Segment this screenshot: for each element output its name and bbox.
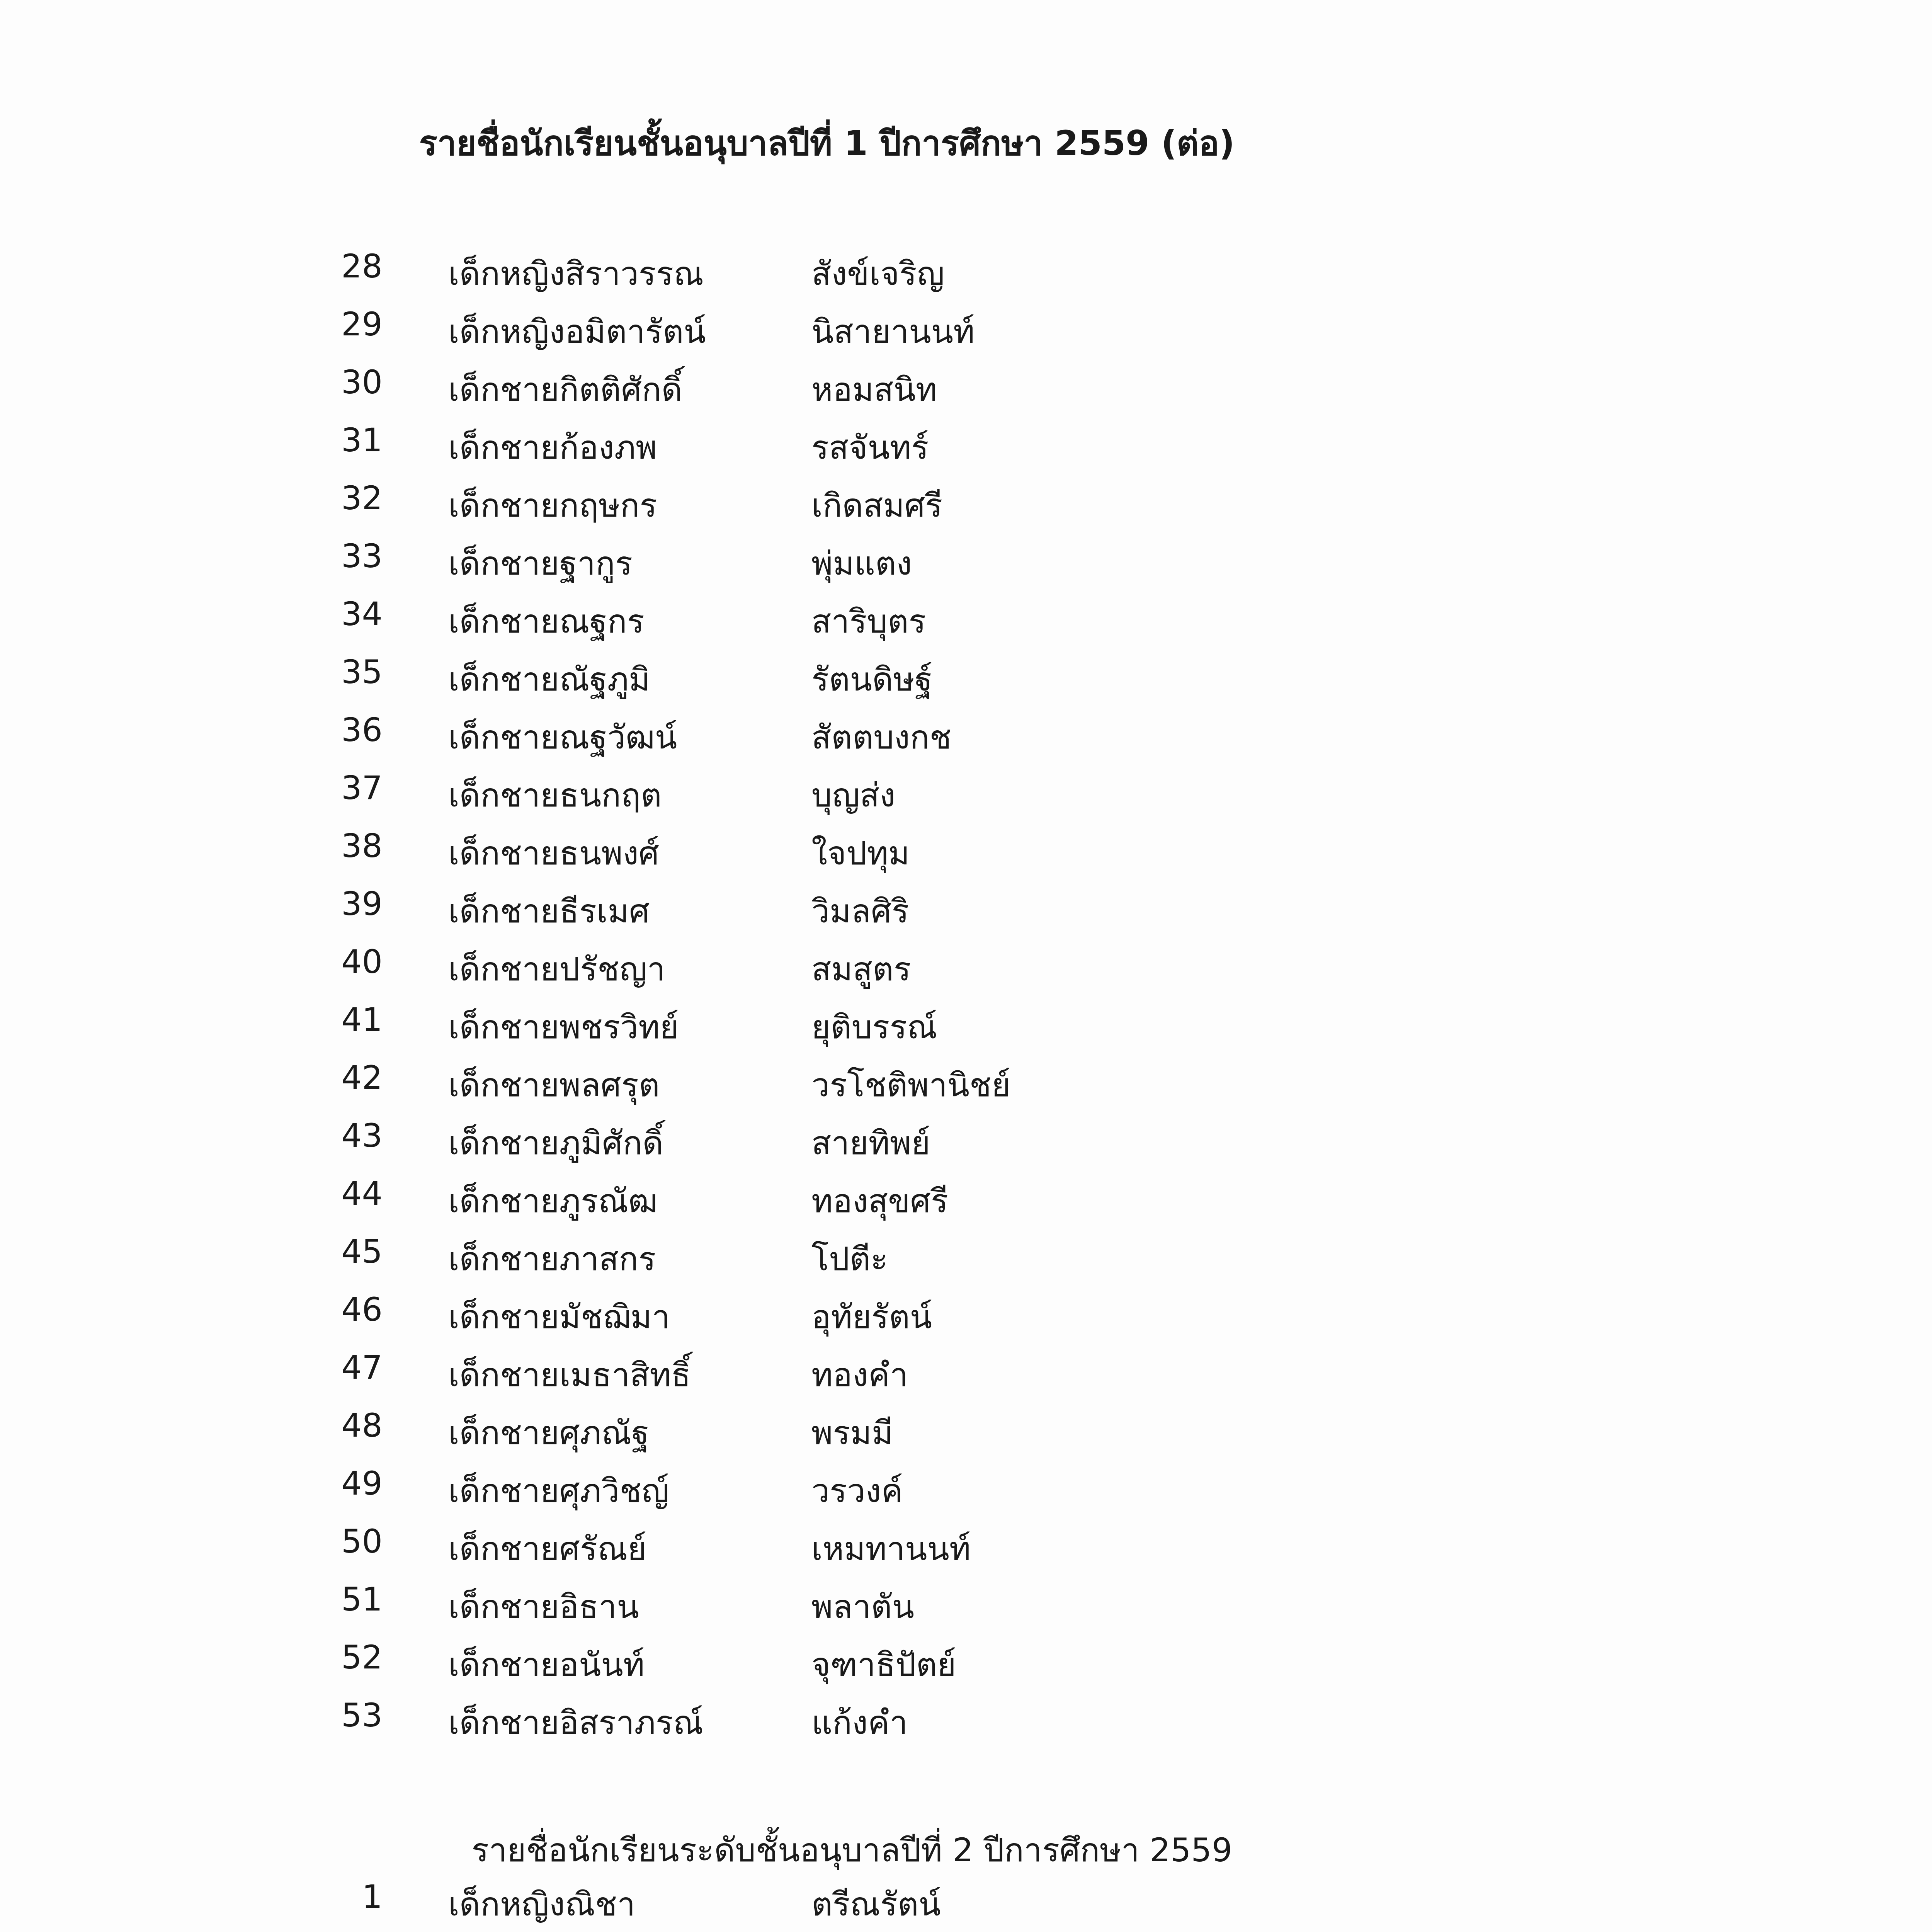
student-last-name: หอมสนิท — [811, 371, 937, 408]
student-first-name: เด็กชายกิตติศักดิ์ — [448, 371, 683, 408]
student-first-name: เด็กชายอิสราภรณ์ — [448, 1704, 703, 1742]
student-last-name: โปตีะ — [811, 1240, 888, 1278]
student-number: 40 — [341, 943, 383, 981]
student-last-name: วรโชติพานิชย์ — [811, 1066, 1011, 1104]
student-last-name: เกิดสมศรี — [811, 486, 943, 524]
student-first-name: เด็กชายพลศรุต — [448, 1066, 660, 1104]
student-last-name: วรวงค์ — [811, 1472, 903, 1510]
student-first-name: เด็กชายกฤษกร — [448, 486, 657, 524]
student-last-name: สายทิพย์ — [811, 1124, 930, 1162]
student-number: 1 — [362, 1878, 383, 1916]
section-subtitle: รายชื่อนักเรียนระดับชั้นอนุบาลปีที่ 2 ปีการศึกษา 2559 — [471, 1831, 1233, 1869]
student-number: 28 — [341, 247, 383, 285]
student-first-name: เด็กชายณฐกร — [448, 602, 645, 640]
student-number: 47 — [341, 1349, 383, 1386]
student-first-name: เด็กชายศุภณัฐ — [448, 1414, 650, 1452]
student-first-name: เด็กชายศุภวิชญ์ — [448, 1472, 669, 1510]
student-number: 51 — [341, 1580, 383, 1618]
student-number: 50 — [341, 1522, 383, 1560]
student-first-name: เด็กชายก้องภพ — [448, 429, 657, 466]
student-number: 36 — [341, 711, 383, 749]
student-last-name: พลาตัน — [811, 1588, 914, 1626]
student-number: 38 — [341, 827, 383, 865]
student-number: 44 — [341, 1175, 383, 1213]
student-first-name: เด็กชายธนพงศ์ — [448, 834, 659, 872]
student-number: 41 — [341, 1001, 383, 1039]
student-number: 48 — [341, 1406, 383, 1444]
student-number: 34 — [341, 595, 383, 633]
student-last-name: ใจปทุม — [811, 834, 910, 872]
student-last-name: ยุติบรรณ์ — [811, 1008, 937, 1046]
student-last-name: อุทัยรัตน์ — [811, 1298, 932, 1336]
student-last-name: ตรีณรัตน์ — [811, 1885, 941, 1923]
student-first-name: เด็กชายพชรวิทย์ — [448, 1008, 679, 1046]
student-last-name: รัตนดิษฐ์ — [811, 660, 933, 698]
student-last-name: พุ่มแตง — [811, 544, 912, 582]
student-last-name: วิมลศิริ — [811, 892, 909, 930]
student-last-name: พรมมี — [811, 1414, 893, 1452]
student-first-name: เด็กหญิงสิราวรรณ — [448, 255, 704, 293]
document-title: รายชื่อนักเรียนชั้นอนุบาลปีที่ 1 ปีการศึกษา 2559 (ต่อ) — [419, 123, 1235, 163]
student-last-name: ทองคำ — [811, 1356, 908, 1394]
student-last-name: จุฑาธิปัตย์ — [811, 1646, 956, 1684]
student-last-name: แก้งคำ — [811, 1704, 908, 1742]
student-last-name: เหมทานนท์ — [811, 1530, 971, 1568]
student-number: 43 — [341, 1117, 383, 1155]
student-number: 35 — [341, 653, 383, 691]
student-last-name: สังข์เจริญ — [811, 255, 945, 293]
student-first-name: เด็กชายภาสกร — [448, 1240, 656, 1278]
student-first-name: เด็กชายภูมิศักดิ์ — [448, 1124, 663, 1162]
student-first-name: เด็กชายอิธาน — [448, 1588, 639, 1626]
student-number: 29 — [341, 305, 383, 343]
student-number: 52 — [341, 1638, 383, 1676]
student-last-name: นิสายานนท์ — [811, 313, 975, 350]
student-first-name: เด็กชายณฐวัฒน์ — [448, 718, 677, 756]
student-number: 45 — [341, 1233, 383, 1270]
student-number: 39 — [341, 885, 383, 923]
student-number: 42 — [341, 1059, 383, 1097]
student-number: 37 — [341, 769, 383, 807]
student-number: 32 — [341, 479, 383, 517]
student-last-name: สัตตบงกช — [811, 718, 952, 756]
student-last-name: บุญส่ง — [811, 776, 896, 814]
student-number: 49 — [341, 1464, 383, 1502]
student-number: 33 — [341, 537, 383, 575]
student-first-name: เด็กชายภูรณัฒ — [448, 1182, 658, 1220]
student-first-name: เด็กชายธีรเมศ — [448, 892, 650, 930]
student-first-name: เด็กหญิงณิชา — [448, 1885, 636, 1923]
student-first-name: เด็กชายมัชฌิมา — [448, 1298, 670, 1336]
student-last-name: สมสูตร — [811, 950, 911, 988]
student-first-name: เด็กชายฐากูร — [448, 544, 633, 582]
student-first-name: เด็กชายธนกฤต — [448, 776, 662, 814]
student-first-name: เด็กชายณัฐภูมิ — [448, 660, 650, 698]
student-number: 53 — [341, 1696, 383, 1734]
student-first-name: เด็กชายอนันท์ — [448, 1646, 645, 1684]
student-last-name: ทองสุขศรี — [811, 1182, 948, 1220]
student-first-name: เด็กชายศรัณย์ — [448, 1530, 647, 1568]
student-number: 31 — [341, 421, 383, 459]
student-first-name: เด็กชายปรัชญา — [448, 950, 665, 988]
student-number: 46 — [341, 1291, 383, 1328]
student-first-name: เด็กชายเมธาสิทธิ์ — [448, 1356, 691, 1394]
student-number: 30 — [341, 363, 383, 401]
student-last-name: รสจันทร์ — [811, 429, 929, 466]
student-first-name: เด็กหญิงอมิตารัตน์ — [448, 313, 706, 350]
student-last-name: สาริบุตร — [811, 602, 926, 640]
